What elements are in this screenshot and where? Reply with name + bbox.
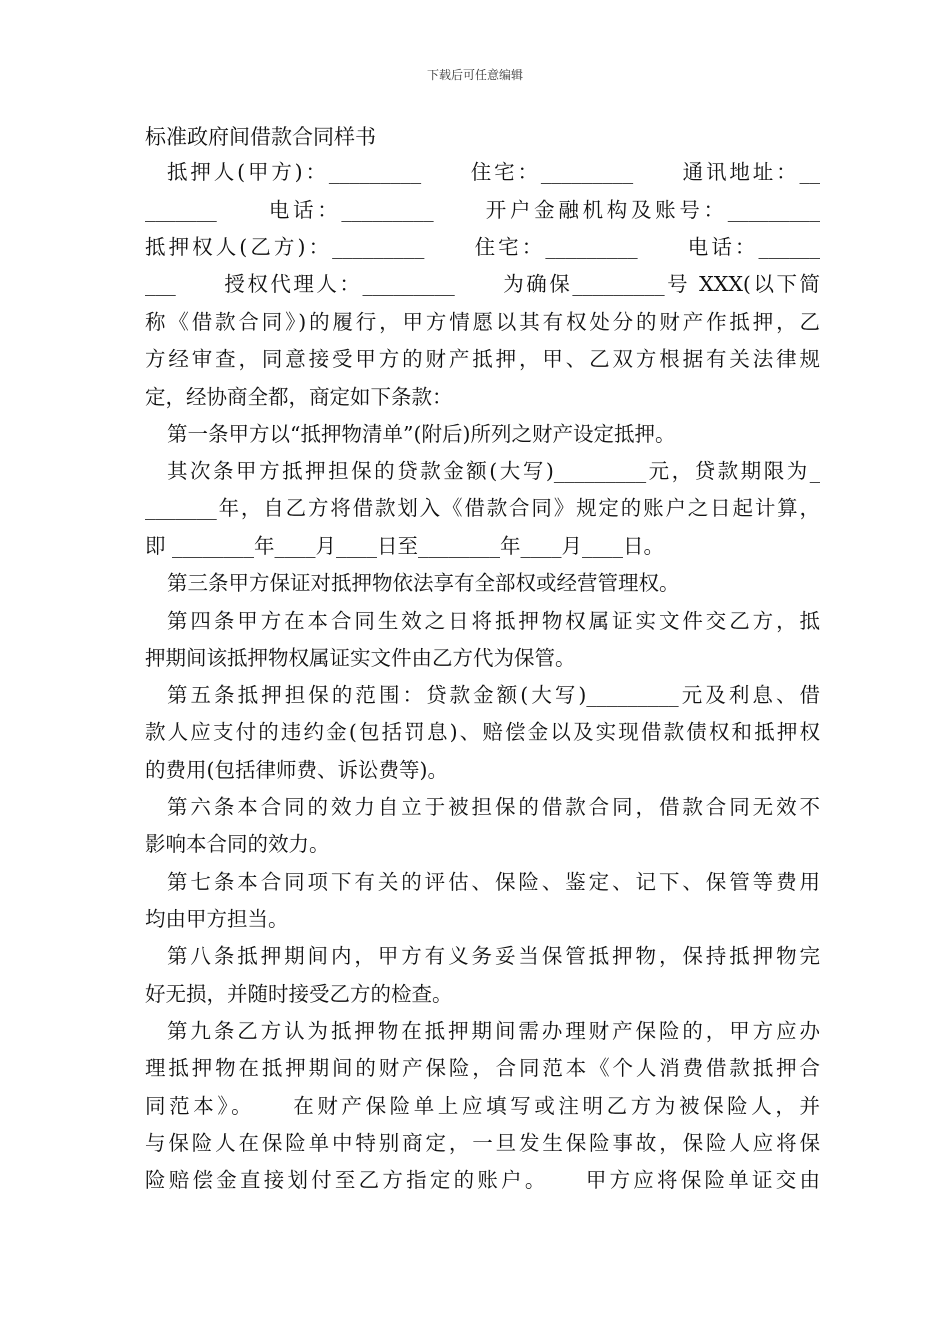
text-line: 押期间该抵押物权属证实文件由乙方代为保管。 bbox=[145, 646, 576, 670]
text-line: _______年，自乙方将借款划入《借款合同》规定的账户之日起计算， bbox=[145, 496, 820, 520]
text-line: 理抵押物在抵押期间的财产保险，合同范本《个人消费借款抵押合 bbox=[145, 1056, 820, 1080]
text-line: 第四条甲方在本合同生效之日将抵押物权属证实文件交乙方，抵 bbox=[167, 609, 820, 633]
text-line: 第八条抵押期间内，甲方有义务妥当保管抵押物，保持抵押物完 bbox=[167, 944, 820, 968]
text-line: 影响本合同的效力。 bbox=[145, 832, 330, 856]
text-line: 的费用(包括律师费、诉讼费等)。 bbox=[145, 758, 448, 782]
text-line: 均由甲方担当。 bbox=[145, 907, 289, 931]
header-note: 下载后可任意编辑 bbox=[426, 68, 523, 82]
text-line: 第七条本合同项下有关的评估、保险、鉴定、记下、保管等费用 bbox=[167, 870, 820, 894]
text-line: 与保险人在保险单中特别商定，一旦发生保险事故，保险人应将保 bbox=[145, 1131, 820, 1155]
text-line: 险赔偿金直接划付至乙方指定的账户。 甲方应将保险单证交由 bbox=[145, 1168, 820, 1192]
text-line: 称《借款合同》)的履行，甲方情愿以其有权处分的财产作抵押，乙 bbox=[145, 310, 820, 334]
text-line: 抵押权人(乙方)：_________ 住宅：_________ 电话：______ bbox=[145, 235, 820, 259]
text-line: 方经审查，同意接受甲方的财产抵押，甲、乙双方根据有关法律规 bbox=[145, 347, 820, 371]
text-line: 即 ________年____月____日至________年____月____日。 bbox=[145, 534, 665, 558]
text-line: ___ 授权代理人：_________ 为确保_________号 XXX(以下简 bbox=[145, 272, 820, 296]
text-line: 第一条甲方以“抵押物清单”(附后)所列之财产设定抵押。 bbox=[167, 422, 676, 446]
text-line: 款人应支付的违约金(包括罚息)、赔偿金以及实现借款债权和抵押权 bbox=[145, 720, 820, 744]
text-line: 抵押人(甲方)：_________ 住宅：_________ 通讯地址：__ bbox=[167, 160, 820, 184]
document-title: 标准政府间借款合同样书 bbox=[145, 125, 376, 149]
text-line: _______ 电话：_________ 开户金融机构及账号：_________ bbox=[145, 198, 820, 222]
text-line: 同范本》。 在财产保险单上应填写或注明乙方为被保险人，并 bbox=[145, 1094, 820, 1118]
text-line: 定，经协商全都，商定如下条款： bbox=[145, 385, 453, 409]
text-line: 第三条甲方保证对抵押物依法享有全部权或经营管理权。 bbox=[167, 571, 680, 595]
text-line: 其次条甲方抵押担保的贷款金额(大写)_________元，贷款期限为_ bbox=[167, 459, 820, 483]
text-line: 第五条抵押担保的范围：贷款金额(大写)_________元及利息、借 bbox=[167, 683, 820, 707]
text-line: 好无损，并随时接受乙方的检查。 bbox=[145, 982, 453, 1006]
text-line: 第九条乙方认为抵押物在抵押期间需办理财产保险的，甲方应办 bbox=[167, 1019, 820, 1043]
text-line: 第六条本合同的效力自立于被担保的借款合同，借款合同无效不 bbox=[167, 795, 820, 819]
